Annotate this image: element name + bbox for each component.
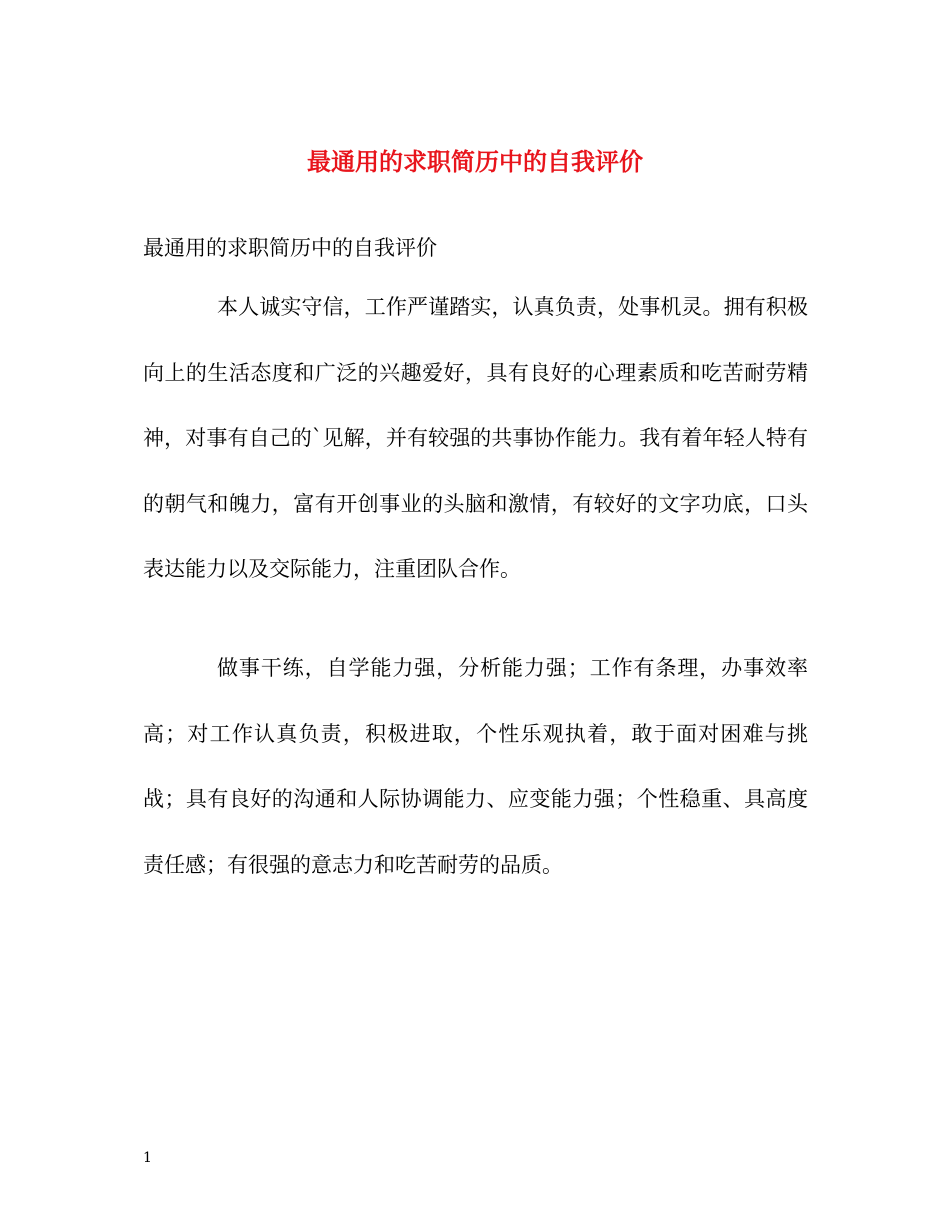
paragraph-self-evaluation-1: 本人诚实守信，工作严谨踏实，认真负责，处事机灵。拥有积极向上的生活态度和广泛的兴趣爱好，具有良好的心理素质和吃苦耐劳精神，对事有自己的`见解，并有较强的共事协作能力。我有着年轻人特有的朝气和魄力，富有开创事业的头脑和激情，有较好的文字功底，口头表达能力以及交际能力，注重团队合作。 [143, 295, 808, 581]
paragraph-self-evaluation-2: 做事干练，自学能力强，分析能力强；工作有条理，办事效率高；对工作认真负责，积极进取，个性乐观执着，敢于面对困难与挑战；具有良好的沟通和人际协调能力、应变能力强；个性稳重、具高度责任感；有很强的意志力和吃苦耐劳的品质。 [143, 656, 808, 877]
document-subtitle: 最通用的求职简历中的自我评价 [143, 236, 437, 260]
document-title: 最通用的求职简历中的自我评价 [307, 147, 643, 176]
page-number: 1 [143, 1150, 152, 1166]
